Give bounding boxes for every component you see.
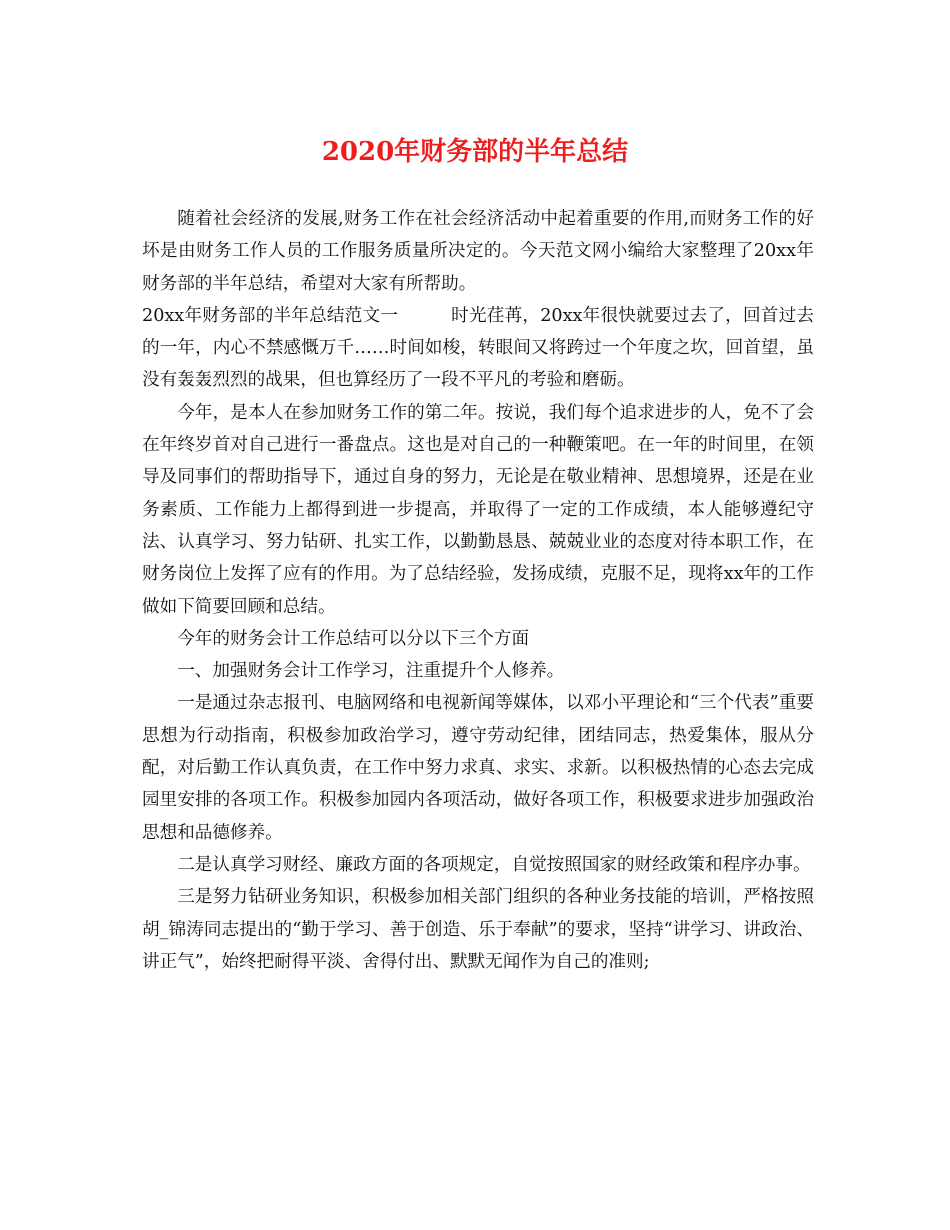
document-body [142, 203, 814, 978]
body-paragraph: 二是认真学习财经、廉政方面的各项规定，自觉按照国家的财经政策和程序办事。 [177, 854, 811, 875]
intro-paragraph: 随着社会经济的发展,财务工作在社会经济活动中起着重要的作用,而财务工作的好坏是由财务工作人员的工作服务质量所决定的。今天范文网小编给大家整理了20xx年财务部的半年总结，希望对大家有所帮助。 [142, 209, 814, 294]
sample-heading: 20xx年财务部的半年总结范文一 [142, 305, 399, 326]
section-intro: 今年的财务会计工作总结可以分以下三个方面 [177, 628, 530, 649]
body-paragraph: 三是努力钻研业务知识，积极参加相关部门组织的各种业务技能的培训，严格按照胡_锦涛同志提出的“勤于学习、善于创造、乐于奉献”的要求，坚持“讲学习、讲政治、讲正气”，始终把耐得平淡、舍得付出、默默无闻作为自己的准则; [142, 887, 814, 972]
body-paragraph: 今年，是本人在参加财务工作的第二年。按说，我们每个追求进步的人，免不了会在年终岁首对自己进行一番盘点。这也是对自己的一种鞭策吧。在一年的时间里，在领导及同事们的帮助指导下，通过自身的努力，无论是在敬业精神、思想境界，还是在业务素质、工作能力上都得到进一步提高，并取得了一定的工作成绩，本人能够遵纪守法、认真学习、努力钻研、扎实工作，以勤勤恳恳、兢兢业业的态度对待本职工作，在财务岗位上发挥了应有的作用。为了总结经验，发扬成绩，克服不足，现将xx年的工作做如下简要回顾和总结。 [142, 402, 814, 617]
section-heading: 一、加强财务会计工作学习，注重提升个人修养。 [177, 661, 565, 682]
sample-paragraph [142, 300, 814, 397]
body-paragraph: 一是通过杂志报刊、电脑网络和电视新闻等媒体，以邓小平理论和“三个代表”重要思想为行动指南，积极参加政治学习，遵守劳动纪律，团结同志，热爱集体，服从分配，对后勤工作认真负责，在工作中努力求真、求实、求新。以积极热情的心态去完成园里安排的各项工作。积极参加园内各项活动，做好各项工作，积极要求进步加强政治思想和品德修养。 [142, 693, 814, 843]
document-title: 2020年财务部的半年总结 [321, 137, 629, 167]
sample-opening-text: 时光荏苒，20xx年很快就要过去了，回首过去的一年，内心不禁感慨万千……时间如梭，转眼间又将跨过一个年度之坎，回首望，虽没有轰轰烈烈的战果，但也算经历了一段不平凡的考验和磨砺。 [142, 305, 814, 391]
